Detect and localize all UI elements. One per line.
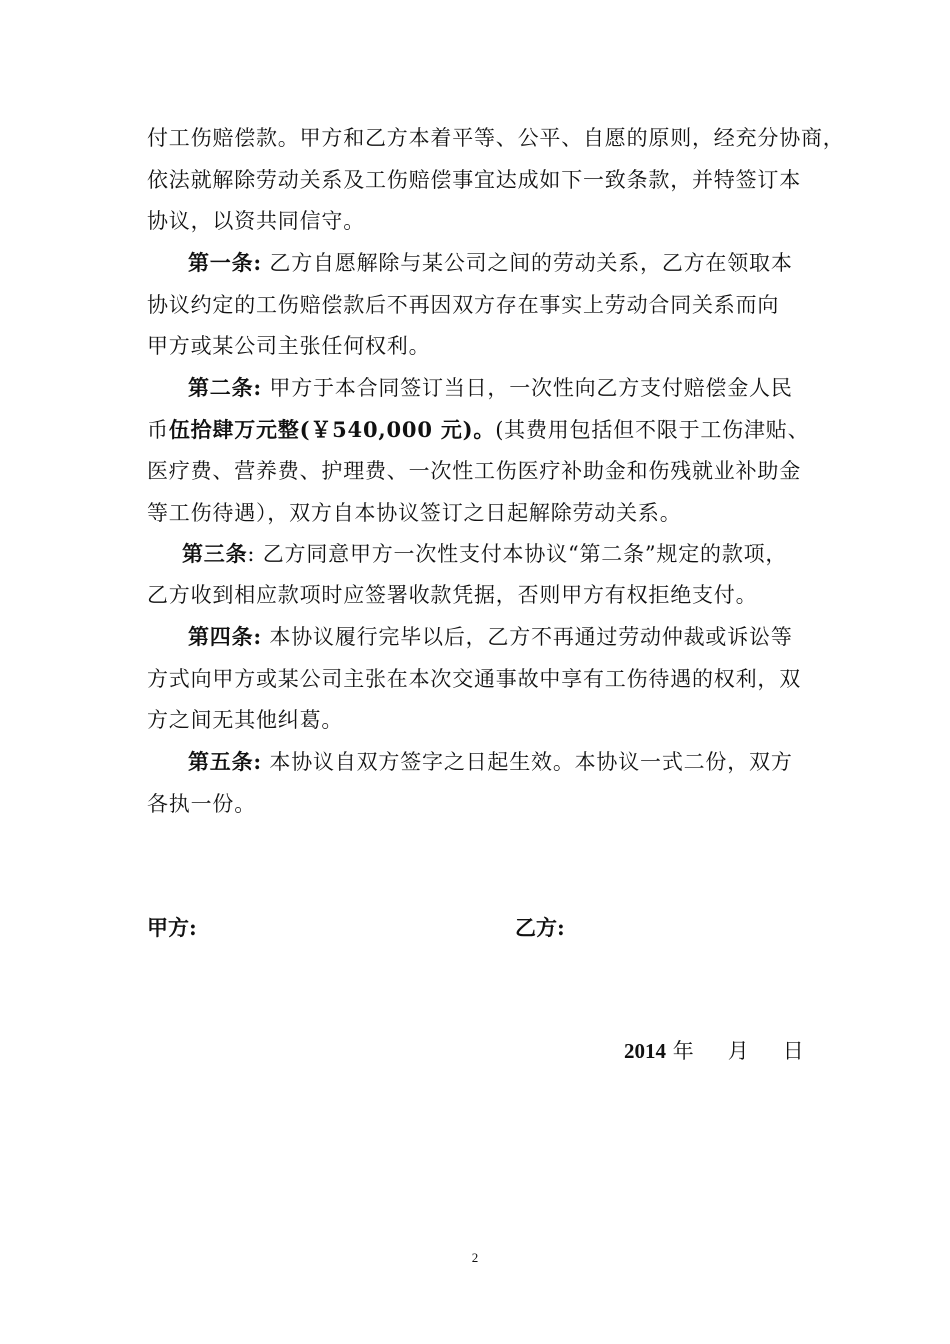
article-1-line-3: 甲方或某公司主张任何权利。 bbox=[147, 334, 431, 358]
article-1-label: 第一条: bbox=[188, 250, 262, 275]
article-3-text: : 乙方同意甲方一次性支付本协议“第二条”规定的款项， bbox=[247, 542, 788, 566]
compensation-amount: 伍拾肆万元整(￥540,000 元)。 bbox=[168, 417, 496, 442]
article-5-text: 本协议自双方签字之日起生效。本协议一式二份，双方 bbox=[261, 750, 793, 774]
date-day-unit: 日 bbox=[782, 1039, 804, 1063]
article-2-label: 第二条: bbox=[188, 375, 262, 400]
article-1-line-1 bbox=[188, 243, 793, 283]
signing-date bbox=[624, 1035, 804, 1067]
article-3-line-2: 乙方收到相应款项时应签署收款凭据，否则甲方有权拒绝支付。 bbox=[147, 583, 758, 607]
article-4-line-1 bbox=[188, 617, 793, 657]
intro-line-3: 协议，以资共同信守。 bbox=[147, 209, 365, 233]
article-3-line-1 bbox=[182, 534, 787, 574]
article-2-line-3: 医疗费、营养费、护理费、一次性工伤医疗补助金和伤残就业补助金 bbox=[147, 459, 801, 483]
article-2-suffix: (其费用包括但不限于工伤津贴、 bbox=[495, 418, 810, 442]
intro-line-2: 依法就解除劳动关系及工伤赔偿事宜达成如下一致条款，并特签订本 bbox=[147, 168, 801, 192]
date-year: 2014 bbox=[624, 1039, 666, 1063]
article-5-line-1 bbox=[188, 742, 793, 782]
article-4-line-2: 方式向甲方或某公司主张在本次交通事故中享有工伤待遇的权利，双 bbox=[147, 667, 801, 691]
article-4-label: 第四条: bbox=[188, 624, 262, 649]
party-a-signature-label: 甲方: bbox=[147, 915, 197, 940]
date-year-unit: 年 bbox=[672, 1039, 694, 1063]
intro-line-1: 付工伤赔偿款。甲方和乙方本着平等、公平、自愿的原则，经充分协商， bbox=[147, 126, 845, 150]
article-1-line-2: 协议约定的工伤赔偿款后不再因双方存在事实上劳动合同关系而向 bbox=[147, 293, 780, 317]
article-3-label: 第三条 bbox=[182, 541, 248, 566]
article-5-label: 第五条: bbox=[188, 749, 262, 774]
article-2-prefix: 币 bbox=[147, 418, 169, 442]
article-1-text: 乙方自愿解除与某公司之间的劳动关系，乙方在领取本 bbox=[261, 251, 793, 275]
page-number: 2 bbox=[471, 1250, 479, 1265]
article-4-line-3: 方之间无其他纠葛。 bbox=[147, 708, 344, 732]
article-4-text: 本协议履行完毕以后，乙方不再通过劳动仲裁或诉讼等 bbox=[261, 625, 793, 649]
article-2-line-1 bbox=[188, 368, 793, 408]
article-2-line-2 bbox=[147, 410, 809, 450]
article-5-line-2: 各执一份。 bbox=[147, 792, 256, 816]
article-2-text: 甲方于本合同签订当日，一次性向乙方支付赔偿金人民 bbox=[261, 376, 793, 400]
party-b-signature-label: 乙方: bbox=[515, 915, 565, 940]
date-month-unit: 月 bbox=[727, 1039, 749, 1063]
article-2-line-4: 等工伤待遇），双方自本协议签订之日起解除劳动关系。 bbox=[147, 501, 682, 525]
